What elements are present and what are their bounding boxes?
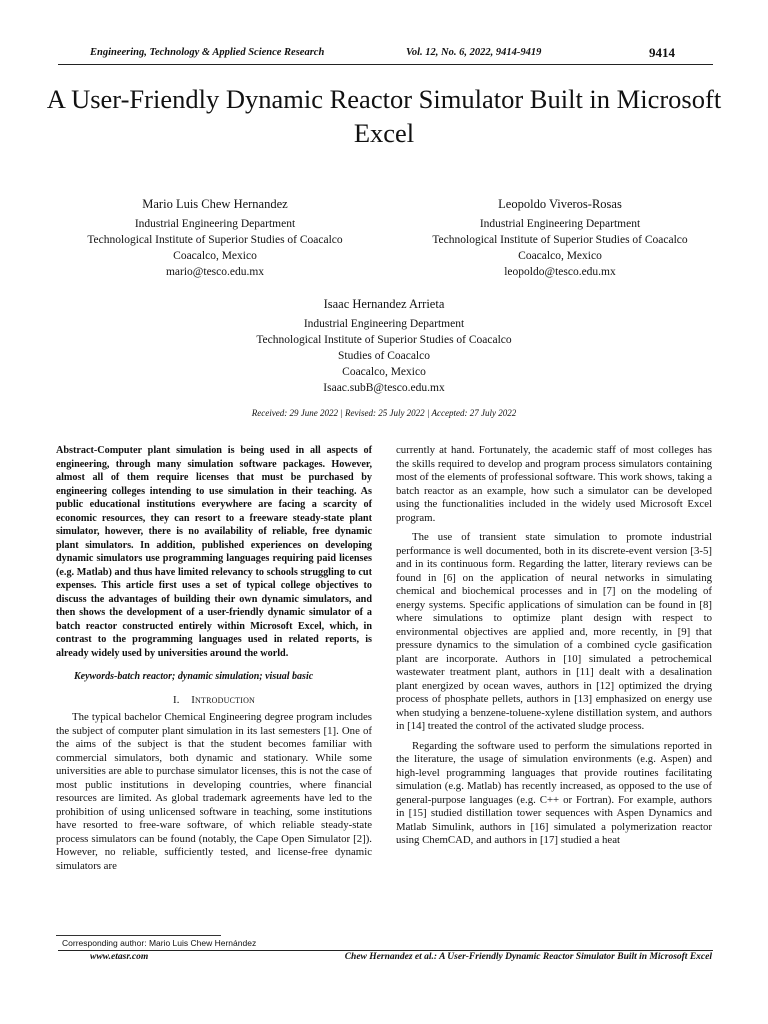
author-institution-extra: Studies of Coacalco [338,350,430,362]
author-email: mario@tesco.edu.mx [165,266,265,278]
footnote-divider [56,935,221,936]
running-header [58,45,713,63]
author-department: Industrial Engineering Department [479,218,641,230]
page-number: 9414 [649,45,675,60]
corresponding-author-note: Corresponding author: Mario Luis Chew Hernández [62,938,257,948]
abstract: Abstract-Computer plant simulation is being used in all aspects of engineering, through many simulation software packages. However, almost all of them require licenses that must be purchased by engineering colleges intending to use simulation in their teaching. As public educational institutions everywhere are facing a scarcity of economic resources, they can resort to a freeware steady-state plant simulator, however, there is no availability of reliable, free dynamic plant simulators. In addition, published experiences on developing dynamic simulators use programming languages requiring paid licenses (e.g. Matlab) and thus have limited relevancy to schools struggling to cut expenses. This article first uses a set of typical college objectives to discuss the advantages of building their own dynamic simulators, and then shows the development of a user-friendly dynamic simulator of a batch reactor constructed entirely within Microsoft Excel, which, in contrast to the programming languages used in related reports, is already widely used by universities around the world. [56,445,372,659]
author-department: Industrial Engineering Department [134,218,296,230]
footer-citation: Chew Hernandez et al.: A User-Friendly Dynamic Reactor Simulator Built in Microsoft Excel [344,952,712,962]
left-column [56,444,372,873]
author-block-2 [400,196,720,280]
section-heading [56,694,372,708]
author-location: Coacalco, Mexico [518,250,602,262]
volume-info: Vol. 12, No. 6, 2022, 9414-9419 [406,47,542,58]
author-email: Isaac.subB@tesco.edu.mx [323,382,445,394]
body-paragraph-2: The use of transient state simulation to promote industrial performance is well documented, both in its discrete-event version [3-5] and in its continuous form. Regarding the latter, literary reviews can be found in [6] on the application of neural networks in simulating chemical and biochemical processes and in [7] on the modeling of energy systems. Specific applications of simulation can be found in [8] where simulations to optimize plant design with respect to environmental objectives are applied and, more recently, in [9] that pressure dynamics to the simulation of a combined cycle gasification plant are incorporate. Authors in [10] simulated a petrochemical wastewater treatment plant, authors in [11] dealt with a desalination plant energized by ocean waves, authors in [12] optimized the drying process of phosphate pellets, authors in [13] emphasized on energy use when studying a benzene-toluene-xylene distillation system, and authors in [14] treated the control of the activated sludge process. [396,531,712,732]
author-institution: Technological Institute of Superior Studies of Coacalco [432,234,688,246]
author-name: Mario Luis Chew Hernandez [142,197,288,211]
header-divider [58,64,713,65]
journal-name: Engineering, Technology & Applied Science Research [90,47,325,58]
right-column [396,444,712,848]
author-institution: Technological Institute of Superior Studies of Coacalco [256,334,512,346]
author-name: Leopoldo Viveros-Rosas [498,197,622,211]
author-location: Coacalco, Mexico [173,250,257,262]
author-name: Isaac Hernandez Arrieta [323,297,445,311]
paper-title: A User-Friendly Dynamic Reactor Simulator Built in Microsoft Excel [46,84,722,148]
author-department: Industrial Engineering Department [303,318,465,330]
body-paragraph-1: currently at hand. Fortunately, the academic staff of most colleges has the skills required to develop and program process simulators containing most of the elements of professional software. This work shows, taking a batch reactor as an example, how such a simulator can be developed using the functionalities included in the widely used Microsoft Excel program. [396,444,712,524]
author-block-3 [210,296,558,396]
body-paragraph-3: Regarding the software used to perform the simulations reported in the literature, the usage of simulation environments (e.g. Aspen) and high-level programming languages that provide routines facilitating simulation (e.g. Matlab) has recently increased, as opposed to the use of general-purpose languages (e.g. C++ or Fortran). For example, authors in [15] studied distillation tower sequences with Aspen Dynamics and Matlab Simulink, authors in [16] simulated a polymerization reactor using ChemCAD, and authors in [17] studied a heat [396,739,712,846]
keywords: Keywords-batch reactor; dynamic simulation; visual basic [74,671,314,682]
submission-dates: Received: 29 June 2022 | Revised: 25 July 2022 | Accepted: 27 July 2022 [251,408,517,418]
intro-paragraph: The typical bachelor Chemical Engineering degree program includes the subject of computer plant simulation in its last semesters [1]. One of the aims of the subject is that the student becomes familiar with commercial simulators, both dynamic and stationary. While some universities are able to purchase simulator licenses, this is not the case of most public institutions in developing countries, where financial resources are limited. As global trademark agreements have led to the prohibition of using unlicensed software in teaching, some institutions have resorted to free-ware software, of which reliable steady-state process simulators can be found (notably, the Cape Open Simulator [2]). However, no reliable, sufficiently tested, and license-free dynamic simulators are [56,711,372,872]
author-block-1 [55,196,375,280]
section-title: Introduction [191,693,256,706]
section-numeral: I. [172,693,180,706]
footer-divider [58,950,713,951]
author-email: leopoldo@tesco.edu.mx [504,266,616,278]
author-location: Coacalco, Mexico [342,366,426,378]
journal-website-link[interactable]: www.etasr.com [90,952,149,962]
author-institution: Technological Institute of Superior Studies of Coacalco [87,234,343,246]
